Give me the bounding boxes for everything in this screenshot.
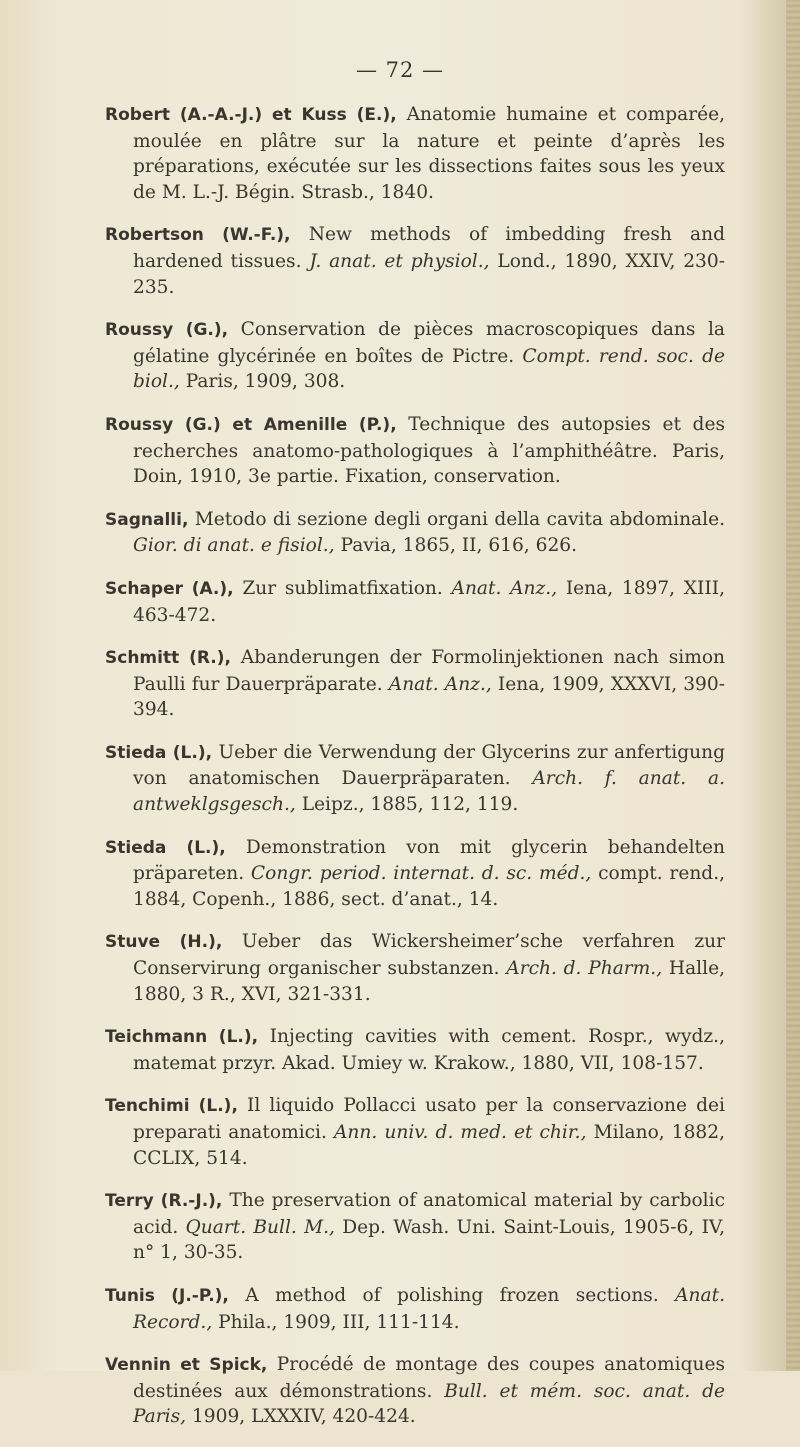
entry-text: Conservation de pièces macroscopiques dans la gélatine glycérinée en boîtes de Pictre.	[133, 319, 725, 367]
entry-tail: Halle, 1880, 3 R., XVI, 321-331.	[133, 958, 725, 1005]
bibliography-entry	[105, 740, 725, 818]
entry-journal: Arch. d. Pharm.,	[506, 958, 663, 980]
entry-author: Robert (A.-A.-J.) et Kuss (E.),	[105, 105, 397, 125]
bibliography-entry	[105, 1188, 725, 1266]
entry-text: The preservation of anatomical material by carbolic acid.	[133, 1190, 725, 1238]
entry-author: Stieda (L.),	[105, 837, 226, 858]
entry-journal: Bull. et mém. soc. anat. de Paris,	[133, 1380, 725, 1428]
entry-tail: Dep. Wash. Uni. Saint-Louis, 1905-6, IV, n° 1, 30-35.	[133, 1216, 725, 1264]
entry-author: Stuve (H.),	[105, 932, 223, 953]
entry-tail: Pavia, 1865, II, 616, 626.	[334, 535, 578, 557]
bibliography-entry	[105, 1283, 725, 1335]
entry-text: Il liquido Pollacci usato per la conservazione dei preparati anatomici.	[133, 1095, 725, 1143]
bibliography-entry	[105, 412, 725, 490]
entry-author: Teichmann (L.),	[105, 1027, 259, 1048]
entry-author: Tunis (J.-P.),	[105, 1285, 229, 1306]
entry-text: Ueber die Verwendung der Glycerins zur anfertigung von anatomischen Dauerpräparaten.	[133, 741, 726, 790]
entry-text: Abanderungen der Formolinjektionen nach simon Paulli fur Dauerpräparate.	[133, 647, 725, 695]
bibliography-entry	[105, 576, 725, 628]
entry-tail: Phila., 1909, III, 111-114.	[212, 1311, 460, 1333]
bibliography-entry	[105, 102, 725, 205]
bibliography-entry	[105, 1024, 725, 1076]
entry-journal: J. anat. et physiol.,	[309, 250, 490, 272]
entry-journal: Gior. di anat. e fisiol.,	[133, 535, 335, 557]
bibliography-entry	[105, 317, 725, 395]
entry-text: Technique des autopsies et des recherches anatomo-pathologiques à l’amphithéâtre. Paris, Doin, 1910, 3e partie. Fixation, conservation.	[133, 413, 725, 488]
entry-journal: Arch. f. anat. a. antweklgsgesch.,	[133, 768, 725, 816]
bibliography-list	[105, 102, 725, 1447]
bibliography-entry	[105, 222, 725, 300]
entry-journal: Compt. rend. soc. de biol.,	[133, 345, 726, 393]
entry-text: Demonstration von mit glycerin behandelten präpareten.	[133, 836, 725, 885]
entry-tail: 1909, LXXXIV, 420-424.	[186, 1406, 416, 1428]
bibliography-entry	[105, 1352, 725, 1430]
bibliography-entry	[105, 835, 725, 913]
entry-journal: Quart. Bull. M.,	[185, 1216, 335, 1238]
entry-text: New methods of imbedding fresh and hardened tissues.	[133, 224, 725, 272]
entry-journal: Anat. Record.,	[133, 1284, 725, 1333]
entry-text: Injecting cavities with cement. Rospr., wydz., matemat przyr. Akad. Umiey w. Krakow., 1880, VII, 108-157.	[133, 1026, 725, 1074]
entry-journal: Congr. period. internat. d. sc. méd.,	[250, 863, 592, 885]
entry-tail: compt. rend., 1884, Copenh., 1886, sect. d’anat., 14.	[133, 863, 726, 910]
entry-text: Procédé de montage des coupes anatomiques destinées aux démonstrations.	[133, 1354, 725, 1402]
entry-author: Terry (R.-J.),	[105, 1191, 223, 1212]
entry-journal: Ann. univ. d. med. et chir.,	[334, 1122, 587, 1143]
entry-tail: Iena, 1909, XXXVI, 390-394.	[133, 673, 725, 721]
bibliography-entry	[105, 1093, 725, 1171]
entry-tail: Milano, 1882, CCLIX, 514.	[133, 1122, 725, 1169]
entry-text: A method of polishing frozen sections.	[228, 1284, 676, 1306]
page-edge	[786, 0, 800, 1371]
entry-tail: Lond., 1890, XXIV, 230-235.	[133, 250, 725, 298]
bibliography-entry	[105, 645, 725, 723]
entry-tail: Leipz., 1885, 112, 119.	[295, 794, 519, 816]
bibliography-entry	[105, 929, 725, 1007]
entry-tail: Iena, 1897, XIII, 463-472.	[133, 577, 725, 626]
page-number: — 72 —	[355, 58, 445, 82]
entry-journal: Anat. Anz.,	[451, 577, 558, 599]
entry-journal: Anat. Anz.,	[388, 673, 492, 695]
entry-author: Schaper (A.),	[105, 578, 234, 599]
entry-author: Tenchimi (L.),	[105, 1096, 238, 1117]
entry-author: Roussy (G.) et Amenille (P.),	[105, 414, 397, 435]
entry-text: Zur sublimatfixation.	[233, 577, 452, 599]
entry-author: Schmitt (R.),	[105, 648, 231, 669]
entry-tail: Paris, 1909, 308.	[179, 371, 346, 393]
entry-author: Roussy (G.),	[105, 320, 229, 341]
entry-text: Anatomie humaine et comparée, moulée en plâtre sur la nature et peinte d’après les préparations, exécutée sur les dissections faites sous les yeux de M. L.-J. Bégin. Strasb., 1840.	[133, 104, 725, 203]
entry-author: Vennin et Spick,	[105, 1355, 268, 1376]
entry-author: Stieda (L.),	[105, 742, 213, 763]
entry-text: Metodo di sezione degli organi della cavita abdominale.	[188, 508, 725, 530]
entry-author: Robertson (W.-F.),	[105, 225, 291, 246]
entry-author: Sagnalli,	[105, 509, 189, 530]
bibliography-entry	[105, 507, 725, 559]
entry-text: Ueber das Wickersheimer’sche verfahren zur Conservirung organischer substanzen.	[133, 931, 725, 980]
